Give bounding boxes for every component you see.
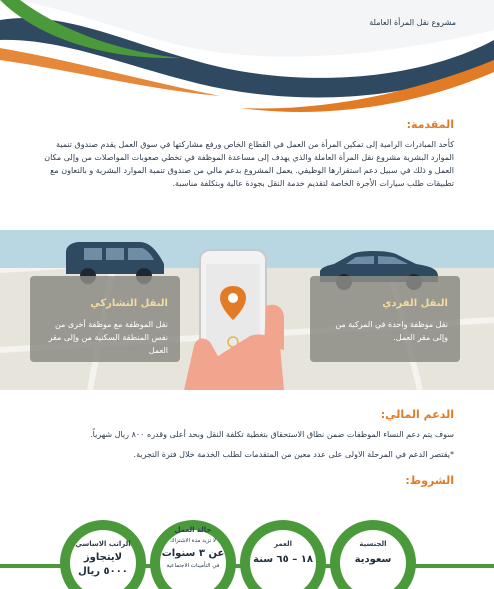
shared-transport-text: نقل الموظفة مع موظفة أخرى من نفس المنطقة السكنية من وإلى مقر العمل	[48, 320, 168, 355]
condition-nationality	[330, 520, 416, 589]
intro-heading: المقدمة:	[406, 118, 454, 131]
salary-value: لايتجاوز	[83, 552, 123, 563]
nationality-label: الجنسية	[359, 540, 387, 548]
financial-note: *يقتصر الدعم في المرحلة الاولى على عدد معين من المتقدمات لطلب الخدمة خلال فترة التجربة.	[133, 450, 454, 459]
condition-salary	[60, 520, 146, 589]
conditions-heading: الشروط:	[405, 474, 454, 487]
project-title: مشروع نقل المرأة العاملة	[369, 18, 456, 27]
phone-hand-icon	[180, 246, 300, 390]
financial-text: سوف يتم دعم النساء الموظفات ضمن نطاق الاستحقاق بتغطية تكلفة النقل وبحد أعلى وقدره ٨٠٠ ريال شهرياً.	[90, 430, 454, 439]
employment-value: عن ٣ سنوات	[161, 548, 225, 559]
nationality-value: سعودية	[354, 554, 392, 565]
shared-transport-card	[30, 276, 180, 362]
age-value: ١٨ – ٦٥ سنة	[253, 554, 313, 565]
financial-heading: الدعم المالي:	[380, 408, 454, 421]
individual-transport-title: النقل الفردي	[382, 298, 448, 309]
employment-label: حالة العمل	[174, 526, 212, 534]
condition-employment	[150, 520, 236, 589]
salary-extra: ٥٠٠٠ ريال	[78, 566, 128, 577]
conditions-strip	[0, 520, 494, 589]
individual-transport-card	[310, 276, 460, 362]
shared-transport-title: النقل التشاركي	[90, 298, 168, 309]
individual-transport-text: نقل موظفة واحدة في المركبة من وإلى مقر العمل.	[335, 320, 448, 342]
condition-age	[240, 520, 326, 589]
intro-paragraph: كأحد المبادرات الرامية إلى تمكين المرأة من العمل في القطاع الخاص ورفع مشاركتها في سوق العمل يقدم صندوق تنمية الموارد البشرية مشروع نقل المرأة العاملة والذي يهدف إلى مساعدة الموظفة في تخطي صعوبات المواصلات من وإلى مكان العمل و ذلك في سبيل دعم استقرارها الوظيفي. يعمل المشروع بدعم مالي من صندوق تنمية الموارد البشرية و بالتعاون مع تطبيقات طلب سيارات الأجرة الخاصة لتقديم خدمة النقل بجودة عالية وبتكلفة مناسبة.	[44, 140, 454, 188]
employment-sub: لا تزيد مدة الاشتراك	[169, 538, 217, 544]
age-label: العمر	[273, 540, 293, 548]
salary-label: الراتب الاساسي	[75, 540, 131, 548]
transport-banner	[0, 230, 494, 390]
employment-extra: في التأمينات الاجتماعية	[166, 563, 220, 569]
